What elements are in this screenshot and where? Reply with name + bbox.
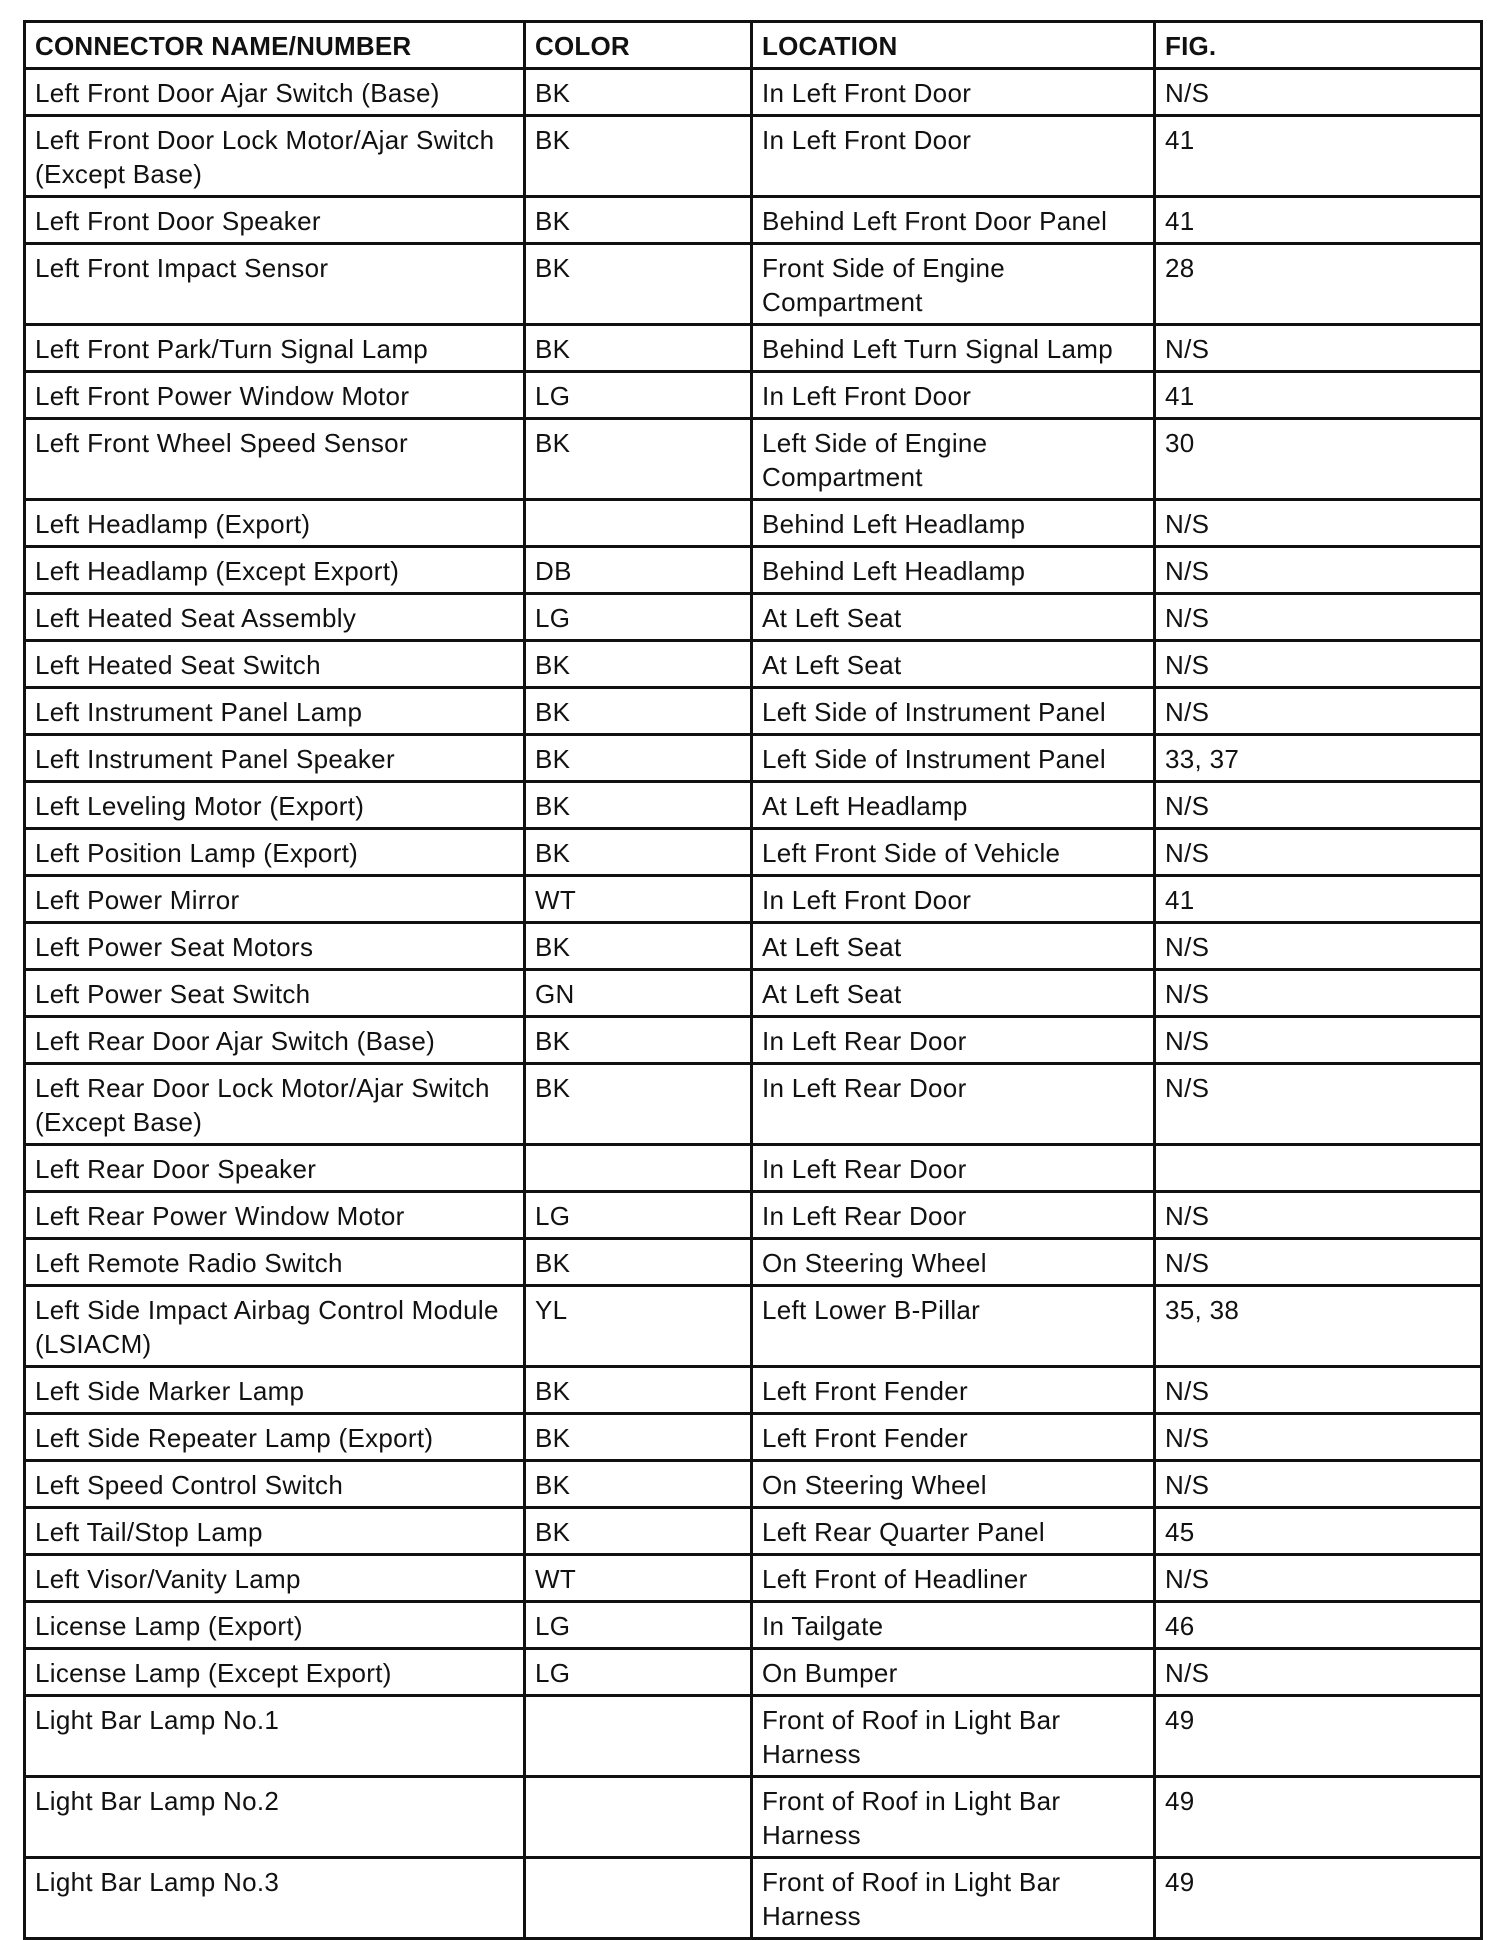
cell-connector-name: Left Side Marker Lamp — [25, 1367, 525, 1414]
cell-color: BK — [525, 735, 752, 782]
cell-location: At Left Seat — [752, 970, 1155, 1017]
cell-connector-name: Light Bar Lamp No.2 — [25, 1777, 525, 1858]
cell-color — [525, 500, 752, 547]
table-row — [25, 923, 1482, 970]
table-row — [25, 1145, 1482, 1192]
header-fig: FIG. — [1155, 22, 1482, 69]
cell-connector-name: Left Remote Radio Switch — [25, 1239, 525, 1286]
cell-fig: N/S — [1155, 688, 1482, 735]
cell-location: At Left Seat — [752, 641, 1155, 688]
table-row — [25, 1649, 1482, 1696]
cell-fig: 28 — [1155, 244, 1482, 325]
cell-color: BK — [525, 1239, 752, 1286]
cell-connector-name: Left Speed Control Switch — [25, 1461, 525, 1508]
cell-fig: N/S — [1155, 547, 1482, 594]
cell-location: In Left Front Door — [752, 372, 1155, 419]
cell-location: In Tailgate — [752, 1602, 1155, 1649]
cell-connector-name: Left Front Park/Turn Signal Lamp — [25, 325, 525, 372]
table-row — [25, 970, 1482, 1017]
cell-color: LG — [525, 594, 752, 641]
table-row — [25, 1602, 1482, 1649]
table-row — [25, 1239, 1482, 1286]
cell-color: BK — [525, 641, 752, 688]
table-row — [25, 688, 1482, 735]
cell-fig: N/S — [1155, 325, 1482, 372]
cell-connector-name: Left Instrument Panel Speaker — [25, 735, 525, 782]
cell-connector-name: Left Power Mirror — [25, 876, 525, 923]
table-row — [25, 197, 1482, 244]
cell-location: On Steering Wheel — [752, 1239, 1155, 1286]
cell-fig: 49 — [1155, 1696, 1482, 1777]
table-row — [25, 325, 1482, 372]
cell-fig: N/S — [1155, 69, 1482, 116]
cell-fig: N/S — [1155, 923, 1482, 970]
cell-connector-name: Left Position Lamp (Export) — [25, 829, 525, 876]
cell-connector-name: Left Power Seat Switch — [25, 970, 525, 1017]
cell-location: Behind Left Front Door Panel — [752, 197, 1155, 244]
cell-color — [525, 1777, 752, 1858]
cell-location: Left Front Fender — [752, 1367, 1155, 1414]
cell-color: LG — [525, 1602, 752, 1649]
cell-color: DB — [525, 547, 752, 594]
cell-location: Front of Roof in Light Bar Harness — [752, 1858, 1155, 1939]
cell-connector-name: Left Rear Power Window Motor — [25, 1192, 525, 1239]
cell-location: On Bumper — [752, 1649, 1155, 1696]
cell-color: BK — [525, 325, 752, 372]
cell-fig: 41 — [1155, 197, 1482, 244]
cell-location: In Left Rear Door — [752, 1192, 1155, 1239]
cell-connector-name: Left Rear Door Lock Motor/Ajar Switch (Except Base) — [25, 1064, 525, 1145]
cell-location: Left Front Side of Vehicle — [752, 829, 1155, 876]
cell-fig: 41 — [1155, 876, 1482, 923]
table-row — [25, 1555, 1482, 1602]
table-header-row — [25, 22, 1482, 69]
cell-location: Front of Roof in Light Bar Harness — [752, 1696, 1155, 1777]
cell-fig: 49 — [1155, 1777, 1482, 1858]
cell-location: Left Side of Engine Compartment — [752, 419, 1155, 500]
cell-fig: N/S — [1155, 970, 1482, 1017]
cell-fig: 45 — [1155, 1508, 1482, 1555]
cell-color: BK — [525, 1461, 752, 1508]
cell-connector-name: Left Rear Door Ajar Switch (Base) — [25, 1017, 525, 1064]
table-row — [25, 69, 1482, 116]
cell-fig: N/S — [1155, 782, 1482, 829]
cell-location: Front Side of Engine Compartment — [752, 244, 1155, 325]
cell-color: BK — [525, 197, 752, 244]
cell-connector-name: Left Side Impact Airbag Control Module (LSIACM) — [25, 1286, 525, 1367]
cell-connector-name: Light Bar Lamp No.1 — [25, 1696, 525, 1777]
table-row — [25, 1858, 1482, 1939]
cell-fig: 46 — [1155, 1602, 1482, 1649]
cell-fig: N/S — [1155, 1192, 1482, 1239]
cell-fig: N/S — [1155, 1461, 1482, 1508]
cell-color: BK — [525, 1017, 752, 1064]
cell-color: WT — [525, 1555, 752, 1602]
cell-fig: N/S — [1155, 594, 1482, 641]
cell-fig: 49 — [1155, 1858, 1482, 1939]
table-row — [25, 419, 1482, 500]
cell-color: BK — [525, 1414, 752, 1461]
cell-fig: N/S — [1155, 1367, 1482, 1414]
cell-location: In Left Rear Door — [752, 1145, 1155, 1192]
table-row — [25, 500, 1482, 547]
cell-location: Behind Left Headlamp — [752, 547, 1155, 594]
cell-connector-name: License Lamp (Except Export) — [25, 1649, 525, 1696]
cell-color: BK — [525, 688, 752, 735]
table-row — [25, 1461, 1482, 1508]
table-row — [25, 1508, 1482, 1555]
table-row — [25, 782, 1482, 829]
cell-fig: N/S — [1155, 1239, 1482, 1286]
cell-color — [525, 1696, 752, 1777]
cell-color: BK — [525, 419, 752, 500]
connector-table — [23, 20, 1483, 1940]
cell-connector-name: Left Front Power Window Motor — [25, 372, 525, 419]
table-row — [25, 1192, 1482, 1239]
cell-color: LG — [525, 372, 752, 419]
cell-color: LG — [525, 1192, 752, 1239]
cell-location: Front of Roof in Light Bar Harness — [752, 1777, 1155, 1858]
table-row — [25, 1367, 1482, 1414]
cell-connector-name: Left Visor/Vanity Lamp — [25, 1555, 525, 1602]
table-row — [25, 829, 1482, 876]
cell-color: BK — [525, 1064, 752, 1145]
cell-connector-name: Left Heated Seat Assembly — [25, 594, 525, 641]
cell-location: At Left Headlamp — [752, 782, 1155, 829]
cell-color: GN — [525, 970, 752, 1017]
cell-location: Left Lower B-Pillar — [752, 1286, 1155, 1367]
cell-connector-name: License Lamp (Export) — [25, 1602, 525, 1649]
cell-location: At Left Seat — [752, 923, 1155, 970]
cell-fig: N/S — [1155, 1064, 1482, 1145]
cell-fig: N/S — [1155, 500, 1482, 547]
table-row — [25, 876, 1482, 923]
table-row — [25, 244, 1482, 325]
cell-connector-name: Left Leveling Motor (Export) — [25, 782, 525, 829]
header-location: LOCATION — [752, 22, 1155, 69]
cell-color — [525, 1858, 752, 1939]
cell-connector-name: Left Side Repeater Lamp (Export) — [25, 1414, 525, 1461]
cell-connector-name: Left Rear Door Speaker — [25, 1145, 525, 1192]
cell-connector-name: Left Power Seat Motors — [25, 923, 525, 970]
cell-color: BK — [525, 1508, 752, 1555]
cell-location: In Left Front Door — [752, 69, 1155, 116]
table-row — [25, 372, 1482, 419]
cell-fig: N/S — [1155, 829, 1482, 876]
cell-location: Behind Left Headlamp — [752, 500, 1155, 547]
cell-fig: 30 — [1155, 419, 1482, 500]
cell-connector-name: Light Bar Lamp No.3 — [25, 1858, 525, 1939]
cell-location: On Steering Wheel — [752, 1461, 1155, 1508]
cell-color — [525, 1145, 752, 1192]
table-row — [25, 1696, 1482, 1777]
cell-fig: N/S — [1155, 1555, 1482, 1602]
cell-connector-name: Left Front Wheel Speed Sensor — [25, 419, 525, 500]
cell-color: BK — [525, 244, 752, 325]
cell-connector-name: Left Front Impact Sensor — [25, 244, 525, 325]
cell-fig: N/S — [1155, 1414, 1482, 1461]
table-row — [25, 1286, 1482, 1367]
cell-location: Left Side of Instrument Panel — [752, 735, 1155, 782]
table-row — [25, 594, 1482, 641]
cell-color: BK — [525, 1367, 752, 1414]
cell-location: Left Front Fender — [752, 1414, 1155, 1461]
cell-fig — [1155, 1145, 1482, 1192]
cell-connector-name: Left Front Door Ajar Switch (Base) — [25, 69, 525, 116]
table-row — [25, 116, 1482, 197]
cell-fig: 41 — [1155, 116, 1482, 197]
cell-location: In Left Rear Door — [752, 1064, 1155, 1145]
cell-connector-name: Left Front Door Lock Motor/Ajar Switch (Except Base) — [25, 116, 525, 197]
cell-connector-name: Left Headlamp (Except Export) — [25, 547, 525, 594]
cell-location: Left Rear Quarter Panel — [752, 1508, 1155, 1555]
cell-location: Left Front of Headliner — [752, 1555, 1155, 1602]
cell-connector-name: Left Front Door Speaker — [25, 197, 525, 244]
cell-connector-name: Left Tail/Stop Lamp — [25, 1508, 525, 1555]
table-row — [25, 1017, 1482, 1064]
cell-location: Behind Left Turn Signal Lamp — [752, 325, 1155, 372]
cell-color: LG — [525, 1649, 752, 1696]
cell-location: In Left Front Door — [752, 876, 1155, 923]
table-body — [25, 69, 1482, 1939]
cell-color: WT — [525, 876, 752, 923]
table-row — [25, 1064, 1482, 1145]
cell-color: BK — [525, 782, 752, 829]
cell-color: BK — [525, 923, 752, 970]
table-row — [25, 547, 1482, 594]
cell-location: In Left Front Door — [752, 116, 1155, 197]
cell-color: BK — [525, 69, 752, 116]
cell-fig: N/S — [1155, 641, 1482, 688]
cell-connector-name: Left Instrument Panel Lamp — [25, 688, 525, 735]
table-row — [25, 1777, 1482, 1858]
header-connector-name: CONNECTOR NAME/NUMBER — [25, 22, 525, 69]
cell-connector-name: Left Headlamp (Export) — [25, 500, 525, 547]
cell-fig: 35, 38 — [1155, 1286, 1482, 1367]
cell-fig: N/S — [1155, 1649, 1482, 1696]
cell-color: YL — [525, 1286, 752, 1367]
cell-location: In Left Rear Door — [752, 1017, 1155, 1064]
table-row — [25, 735, 1482, 782]
cell-color: BK — [525, 829, 752, 876]
cell-location: At Left Seat — [752, 594, 1155, 641]
table-row — [25, 1414, 1482, 1461]
cell-color: BK — [525, 116, 752, 197]
table-row — [25, 641, 1482, 688]
cell-location: Left Side of Instrument Panel — [752, 688, 1155, 735]
cell-connector-name: Left Heated Seat Switch — [25, 641, 525, 688]
cell-fig: 41 — [1155, 372, 1482, 419]
cell-fig: N/S — [1155, 1017, 1482, 1064]
header-color: COLOR — [525, 22, 752, 69]
cell-fig: 33, 37 — [1155, 735, 1482, 782]
